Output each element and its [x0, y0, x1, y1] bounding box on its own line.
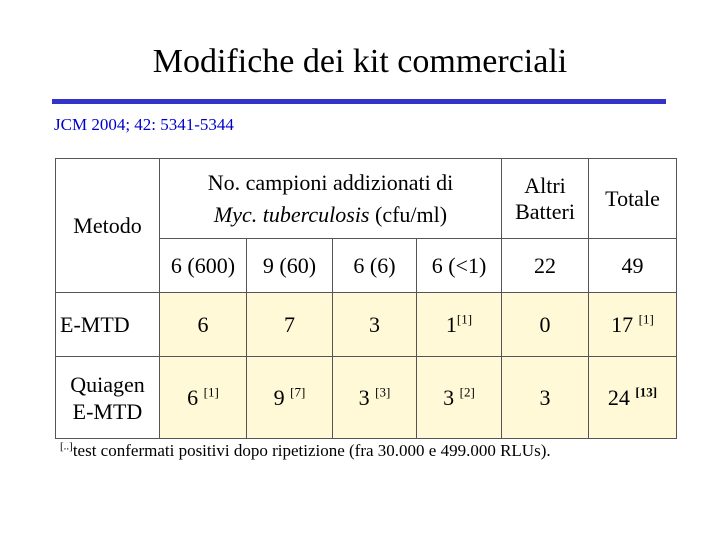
metodo-header: Metodo — [56, 159, 160, 293]
column-header: 49 — [589, 239, 677, 293]
table-cell: 1[1] — [417, 293, 502, 357]
column-header: 22 — [502, 239, 589, 293]
table-cell: 7 — [247, 293, 333, 357]
table-cell: 3 [2] — [417, 357, 502, 439]
table-cell: 17 [1] — [589, 293, 677, 357]
footnote-text: test confermati positivi dopo ripetizione (fra 30.000 e 499.000 RLUs). — [72, 441, 551, 460]
species-name: Myc. tuberculosis — [213, 201, 370, 227]
table-cell: 6 — [160, 293, 247, 357]
table-cell: 3 — [502, 357, 589, 439]
column-header: 6 (<1) — [417, 239, 502, 293]
campioni-header-line1: No. campioni addizionati di — [207, 169, 454, 195]
citation: JCM 2004; 42: 5341-5344 — [54, 115, 234, 134]
table-cell: 6 [1] — [160, 357, 247, 439]
title-divider — [52, 99, 666, 104]
table-cell: 9 [7] — [247, 357, 333, 439]
column-header: 6 (600) — [160, 239, 247, 293]
unit-label: (cfu/ml) — [375, 201, 448, 227]
table-row-emtd — [56, 293, 677, 357]
totale-header: Totale — [589, 159, 677, 239]
results-table — [55, 158, 677, 439]
table-row-quiagen — [56, 357, 677, 439]
campioni-header — [160, 159, 502, 239]
footnote — [60, 441, 551, 461]
row-label: Quiagen E-MTD — [56, 357, 160, 439]
column-header: 9 (60) — [247, 239, 333, 293]
table-cell: 24 [13] — [589, 357, 677, 439]
column-header: 6 (6) — [333, 239, 417, 293]
table-cell: 3 — [333, 293, 417, 357]
row-label: E-MTD — [56, 293, 160, 357]
footnote-marker: [..] — [60, 440, 73, 453]
slide-title: Modifiche dei kit commerciali — [152, 43, 568, 80]
table-cell: 0 — [502, 293, 589, 357]
altri-header: Altri Batteri — [502, 159, 589, 239]
campioni-header-line2 — [160, 199, 501, 231]
table-cell: 3 [3] — [333, 357, 417, 439]
